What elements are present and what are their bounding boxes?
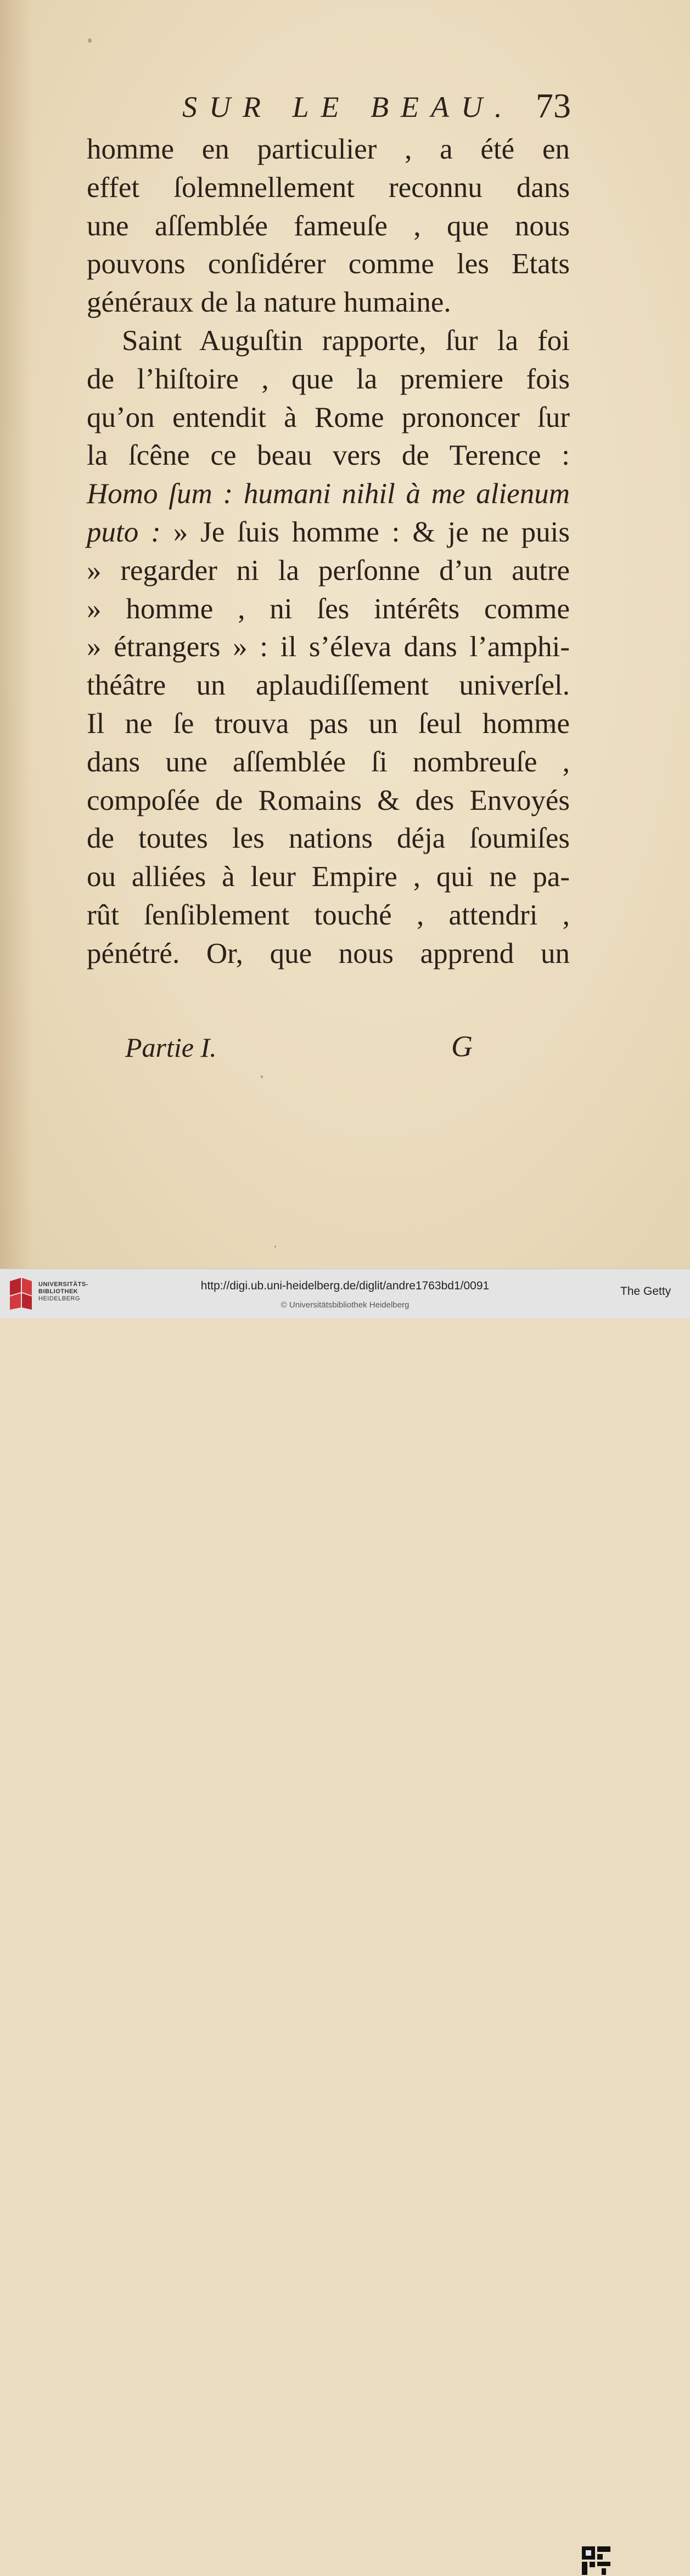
paper-speck [261, 1075, 263, 1078]
sponsor-name: The Getty [620, 1285, 671, 1298]
text-line: » homme , ni ſes intérêts comme [87, 593, 570, 625]
body-text [87, 131, 570, 973]
text-line: dans une aſſemblée ſi nombreuſe , [87, 746, 570, 778]
signature-letter: G [451, 1030, 473, 1063]
text-line: la ſcêne ce beau vers de Terence : [87, 439, 570, 472]
text-line: Il ne ſe trouva pas un ſeul homme [87, 707, 570, 740]
text-line-rest: » Je ſuis homme : & je ne puis [173, 516, 570, 548]
book-page [0, 0, 690, 1269]
text-line: effet ſolemnellement reconnu dans [87, 171, 570, 204]
text-line: théâtre un aplaudiſſement univerſel. [87, 669, 570, 702]
running-head [93, 82, 571, 132]
text-line: » regarder ni la perſonne d’un autre [87, 554, 570, 587]
permalink-url[interactable]: http://digi.ub.uni-heidelberg.de/diglit/andre1763bd1/0091 [200, 1279, 490, 1292]
page-number: 73 [536, 86, 571, 125]
copyright-notice: © Universitätsbibliothek Heidelberg [281, 1300, 409, 1310]
paper-speck [274, 1245, 276, 1248]
text-line: » étrangers » : il s’éleva dans l’amphi- [87, 631, 570, 663]
text-line: pouvons conſidérer comme les Etats [87, 248, 570, 280]
text-line: rût ſenſiblement touché , attendri , [87, 899, 570, 931]
text-line [87, 514, 570, 552]
text-line: qu’on entendit à Rome prononcer ſur [87, 401, 570, 433]
text-line: une aſſemblée fameuſe , que nous [87, 210, 570, 242]
italic-quote-end: puto : [87, 516, 161, 548]
text-line: pénétré. Or, que nous apprend un [87, 937, 570, 969]
text-line: ou alliées à leur Empire , qui ne pa- [87, 861, 570, 893]
text-line: Saint Auguſtin rapporte, ſur la foi [122, 324, 570, 357]
running-head-title: SUR LE BEAU. [182, 91, 514, 123]
getty-logo-icon[interactable] [581, 2545, 612, 2576]
paper-speck [88, 38, 92, 43]
library-line: UNIVERSITÄTS- [38, 1281, 88, 1288]
library-line: BIBLIOTHEK [38, 1288, 78, 1295]
text-line-italic: Homo ſum : humani nihil à me alienum [87, 478, 570, 510]
text-line: de l’hiſtoire , que la premiere fois [87, 363, 570, 395]
library-line: HEIDELBERG [38, 1295, 80, 1302]
text-line: de toutes les nations déja ſoumiſes [87, 822, 570, 855]
text-line: généraux de la nature humaine. [87, 286, 451, 319]
text-line: homme en particulier , a été en [87, 133, 570, 165]
footer-bar [0, 1269, 690, 1318]
signature-part: Partie I. [125, 1032, 217, 1063]
text-line: compoſée de Romains & des Envoyés [87, 784, 570, 816]
